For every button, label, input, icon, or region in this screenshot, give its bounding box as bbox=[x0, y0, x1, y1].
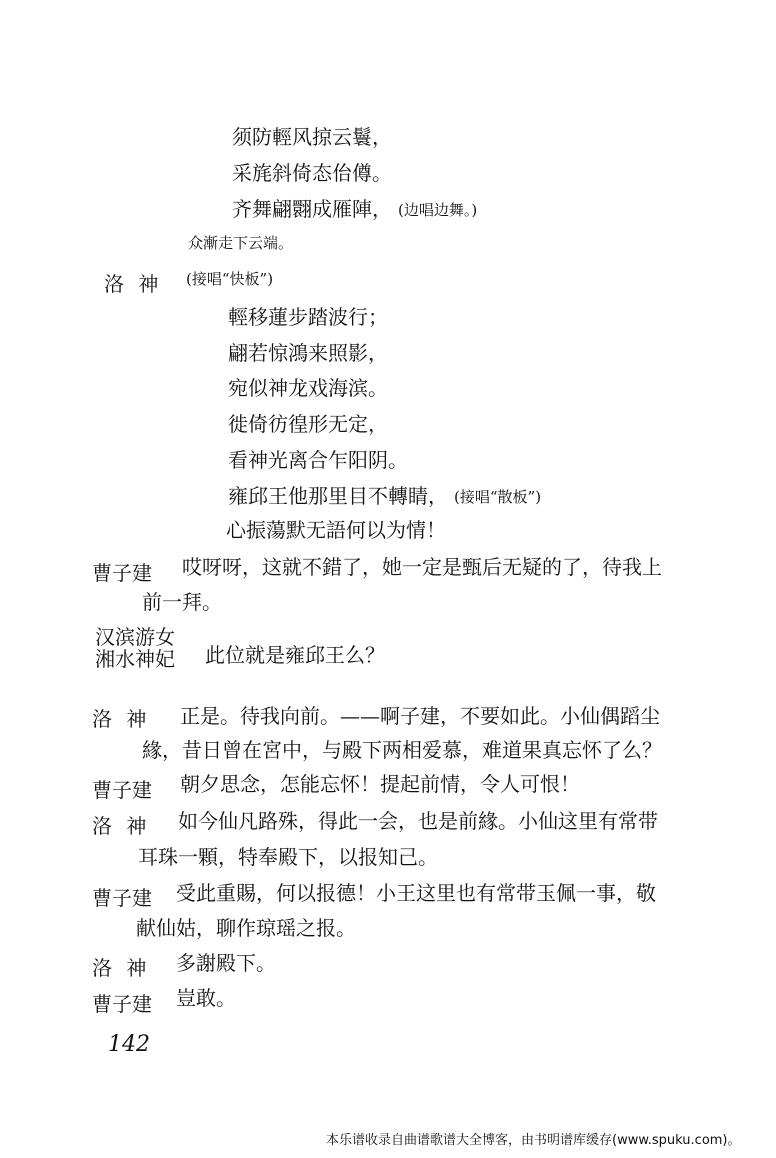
verse-line: 宛似神龙戏海滨。 bbox=[228, 376, 388, 400]
verse-line: 徙倚彷徨形无定， bbox=[228, 412, 388, 436]
speaker-label: 曹子建 bbox=[92, 778, 152, 802]
verse-line: 采旄斜倚态佁僔。 bbox=[232, 161, 392, 185]
dialogue-line: 豈敢。 bbox=[176, 986, 236, 1010]
dialogue-line: 此位就是雍邱王么？ bbox=[205, 643, 385, 667]
dialogue-line: 献仙姑，聊作琼瑶之报。 bbox=[136, 916, 356, 940]
dialogue-line: 正是。待我向前。——啊子建，不要如此。小仙偶蹈尘 bbox=[180, 704, 660, 728]
stage-direction: 众漸走下云端。 bbox=[188, 234, 294, 252]
speaker-name: 湘水神妃 bbox=[95, 647, 175, 671]
dialogue-line: 朝夕思念，怎能忘怀！提起前情，令人可恨！ bbox=[180, 772, 580, 796]
dialogue-line: 緣，昔日曾在宮中，与殿下两相爱慕，难道果真忘怀了么？ bbox=[142, 738, 662, 762]
verse-line: 心振蕩默无語何以为情！ bbox=[226, 518, 446, 542]
speaker-label: 洛 神 bbox=[104, 272, 163, 296]
dialogue-line: 多謝殿下。 bbox=[176, 951, 276, 975]
dialogue-line: 耳珠一顆，特奉殿下，以报知己。 bbox=[138, 845, 438, 869]
speaker-label: 洛 神 bbox=[92, 707, 151, 731]
verse-line: 齐舞翩翾成雁陣， bbox=[232, 197, 392, 221]
speaker-label bbox=[95, 626, 175, 670]
verse-line: 翩若惊鴻来照影， bbox=[228, 341, 388, 365]
dialogue-line: 受此重賜，何以报德！小王这里也有常带玉佩一事，敬 bbox=[176, 881, 656, 905]
stage-note: (接唱“散板”) bbox=[454, 488, 542, 506]
speaker-label: 曹子建 bbox=[92, 992, 152, 1016]
speaker-label: 洛 神 bbox=[92, 814, 151, 838]
verse-line: 看神光离合乍阳阴。 bbox=[228, 448, 408, 472]
stage-note: (边唱边舞。) bbox=[398, 201, 478, 219]
speaker-label: 洛 神 bbox=[92, 956, 151, 980]
speaker-name: 汉滨游女 bbox=[95, 625, 175, 649]
dialogue-line: 如今仙凡路殊，得此一会，也是前緣。小仙这里有常带 bbox=[178, 809, 658, 833]
dialogue-line: 前一拜。 bbox=[142, 590, 222, 614]
source-footer: 本乐谱收录自曲谱歌谱大全博客，由书明谱库缓存(www.spuku.com)。 bbox=[326, 1133, 741, 1148]
verse-line: 须防輕风掠云鬟， bbox=[232, 125, 392, 149]
stage-note: (接唱“快板”) bbox=[186, 270, 274, 288]
verse-line: 雍邱王他那里目不轉睛， bbox=[228, 484, 448, 508]
speaker-label: 曹子建 bbox=[92, 886, 152, 910]
verse-line: 輕移蓮步踏波行； bbox=[228, 305, 388, 329]
page-number: 142 bbox=[108, 1032, 150, 1057]
speaker-label: 曹子建 bbox=[92, 561, 152, 585]
dialogue-line: 哎呀呀，这就不錯了，她一定是甄后无疑的了，待我上 bbox=[182, 555, 662, 579]
